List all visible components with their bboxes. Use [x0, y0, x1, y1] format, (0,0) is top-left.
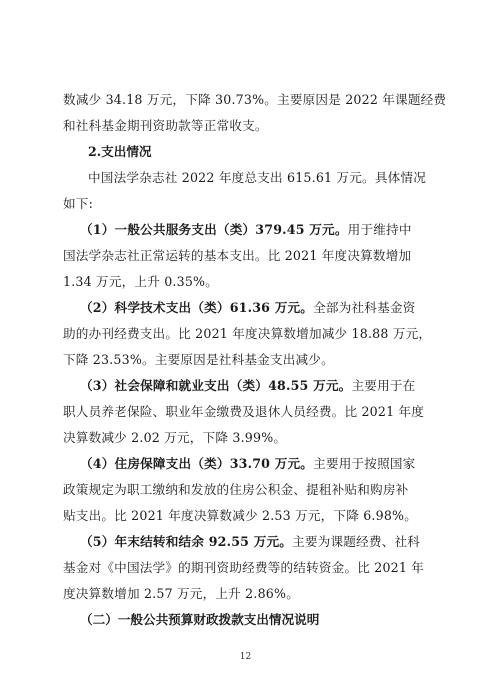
section-heading-expenditure: 2.支出情况 [88, 144, 152, 159]
summary-line-2: 如下: [63, 196, 94, 211]
item-5-line-3: 度决算数增加 2.57 万元，上升 2.86%。 [63, 586, 299, 601]
intro-line-1: 数减少 34.18 万元，下降 30.73%。主要原因是 2022 年课题经费 [63, 92, 447, 107]
item-3-line-3: 决算数减少 2.02 万元，下降 3.99%。 [63, 430, 287, 445]
item-5-text: 主要为课题经费、社科 [292, 534, 421, 549]
item-2-text: 全部为社科基金资 [313, 300, 416, 315]
item-4-title: （4）住房保障支出（类）33.70 万元。 [80, 456, 314, 471]
item-2-line-2: 助的办刊经费支出。比 2021 年度决算数增加减少 18.88 万元， [63, 326, 432, 341]
item-2-title: （2）科学技术支出（类）61.36 万元。 [80, 300, 314, 315]
item-3-line-1 [80, 378, 427, 394]
item-3-title: （3）社会保障和就业支出（类）48.55 万元。 [80, 378, 352, 393]
item-4-line-1 [80, 456, 427, 472]
page-number: 12 [239, 652, 252, 662]
section-heading-general-budget: （二）一般公共预算财政拨款支出情况说明 [80, 612, 320, 627]
item-4-line-2: 政策规定为职工缴纳和发放的住房公积金、提租补贴和购房补 [63, 482, 409, 497]
item-5-title: （5）年末结转和结余 92.55 万元。 [80, 534, 293, 549]
intro-line-2: 和社科基金期刊资助款等正常收支。 [63, 118, 268, 133]
item-4-line-3: 贴支出。比 2021 年度决算数减少 2.53 万元，下降 6.98%。 [63, 508, 418, 523]
summary-line-1: 中国法学杂志社 2022 年度总支出 615.61 万元。具体情况 [88, 170, 427, 185]
item-4-text: 主要用于按照国家 [313, 456, 416, 471]
item-1-line-3: 1.34 万元，上升 0.35%。 [63, 274, 219, 289]
item-5-line-1 [80, 534, 427, 550]
item-1-line-2: 国法学杂志社正常运转的基本支出。比 2021 年度决算数增加 [63, 248, 412, 263]
item-1-title: （1）一般公共服务支出（类）379.45 万元。 [80, 222, 348, 237]
item-3-text: 主要用于在 [351, 378, 416, 393]
item-2-line-3: 下降 23.53%。主要原因是社科基金支出减少。 [63, 352, 334, 367]
item-3-line-2: 职人员养老保险、职业年金缴费及退休人员经费。比 2021 年度 [63, 404, 425, 419]
item-1-line-1 [80, 222, 427, 238]
item-1-text: 用于维持中 [347, 222, 412, 237]
item-5-line-2: 基金对《中国法学》的期刊资助经费等的结转资金。比 2021 年 [63, 560, 425, 575]
item-2-line-1 [80, 300, 427, 316]
